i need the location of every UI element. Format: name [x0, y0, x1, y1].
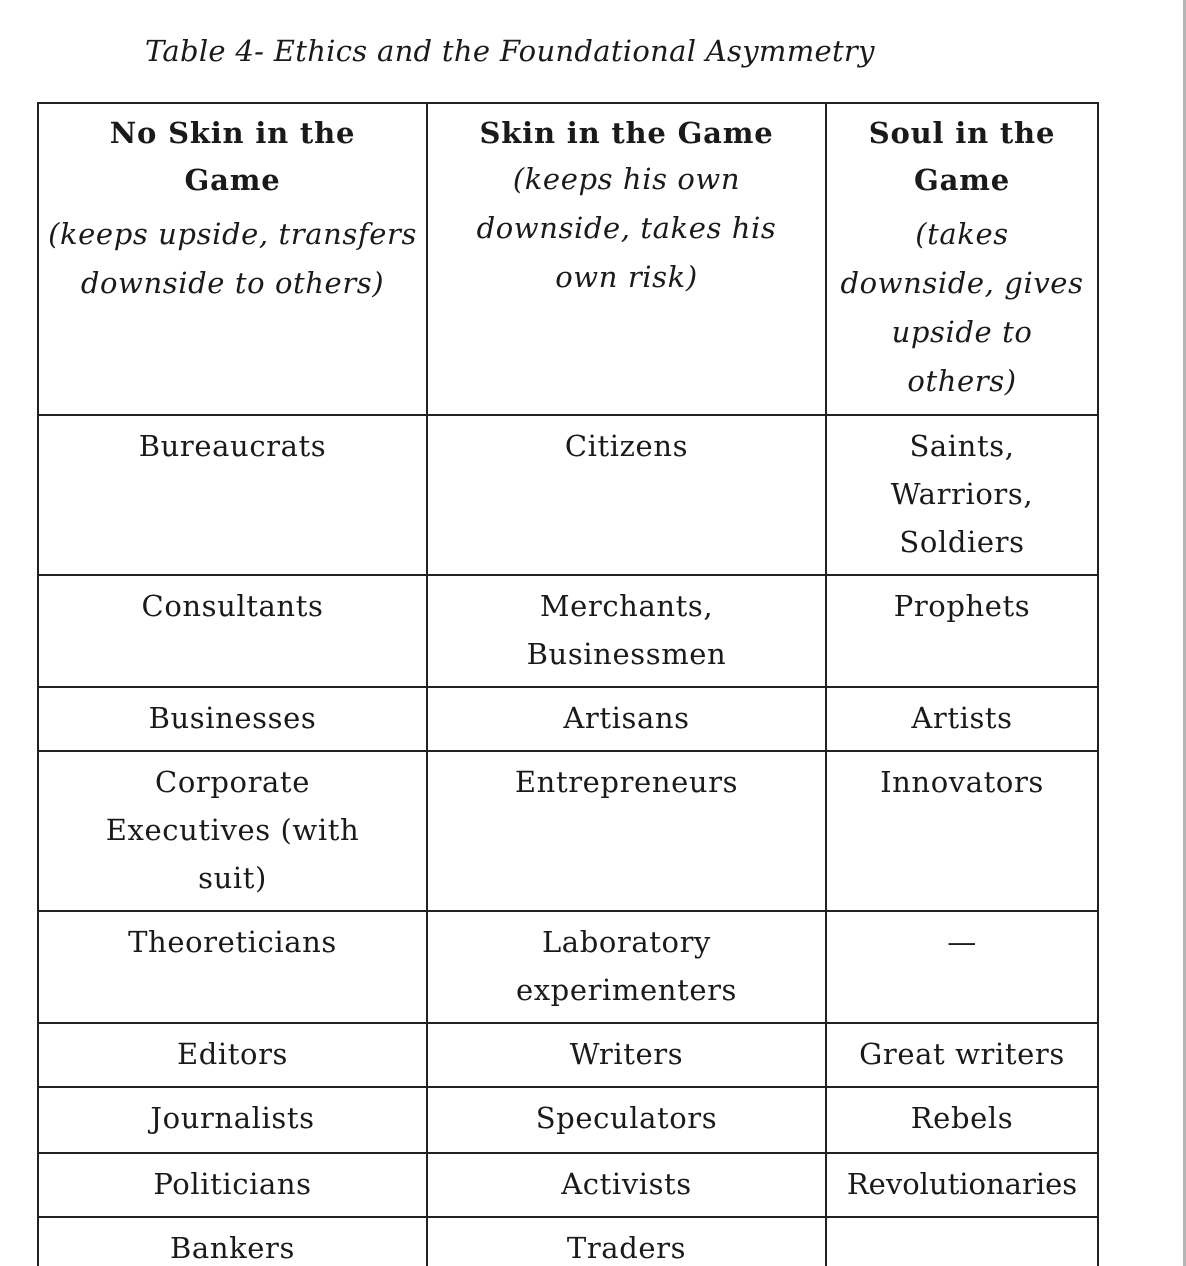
header-row: [38, 103, 1098, 415]
table-cell: [427, 1023, 826, 1087]
table-cell: [38, 911, 427, 1023]
table-row: [38, 1023, 1098, 1087]
cell-text: Artisans: [563, 701, 690, 735]
table-cell: [826, 911, 1098, 1023]
table-cell: [427, 687, 826, 751]
cell-text: Bankers: [170, 1231, 295, 1265]
table-cell: [427, 911, 826, 1023]
cell-text: Activists: [561, 1167, 692, 1201]
table-caption: Table 4- Ethics and the Foundational Asymmetry: [145, 34, 875, 68]
cell-text: Artists: [911, 701, 1013, 735]
cell-text: Journalists: [150, 1101, 315, 1135]
table-cell: [427, 1153, 826, 1217]
table-cell: [826, 751, 1098, 911]
cell-text: Laboratory experimenters: [515, 925, 738, 1007]
cell-text: Prophets: [893, 589, 1031, 623]
cell-text: Rebels: [910, 1101, 1014, 1135]
table-cell: [38, 1087, 427, 1153]
table-row: [38, 1087, 1098, 1153]
cell-text: Writers: [569, 1037, 684, 1071]
header-no-skin: [38, 103, 427, 415]
cell-text: Theoreticians: [128, 925, 337, 959]
header-no-skin-title: No Skin in the Game: [109, 116, 356, 197]
header-skin: [427, 103, 826, 415]
cell-text: Politicians: [153, 1167, 312, 1201]
table-cell: [826, 1087, 1098, 1153]
table-cell: [427, 1087, 826, 1153]
table-row: [38, 1153, 1098, 1217]
ethics-table: [37, 102, 1099, 1266]
table-cell: [826, 687, 1098, 751]
cell-text: —: [947, 925, 977, 959]
cell-text: Corporate Executives (with suit): [105, 765, 360, 895]
table-cell: [427, 751, 826, 911]
table-row: [38, 751, 1098, 911]
table-cell: [38, 1023, 427, 1087]
cell-text: Revolutionaries: [846, 1167, 1078, 1201]
table-cell: [38, 687, 427, 751]
header-soul-subtitle: (takes downside, gives upside to others): [840, 217, 1084, 398]
cell-text: Saints, Warriors, Soldiers: [890, 429, 1034, 559]
table-row: [38, 575, 1098, 687]
cell-text: Great writers: [859, 1037, 1065, 1071]
table-cell: [826, 1023, 1098, 1087]
table-cell: [826, 1153, 1098, 1217]
table-cell: [826, 415, 1098, 575]
table-cell: [427, 415, 826, 575]
cell-text: Traders: [566, 1231, 687, 1265]
table-row: [38, 911, 1098, 1023]
table-cell: [38, 751, 427, 911]
cell-text: Citizens: [564, 429, 689, 463]
table-cell: [38, 575, 427, 687]
table-cell: [38, 415, 427, 575]
cell-text: Bureaucrats: [138, 429, 327, 463]
table-cell: [826, 1217, 1098, 1266]
header-soul: [826, 103, 1098, 415]
table-row: [38, 415, 1098, 575]
cell-text: Editors: [176, 1037, 289, 1071]
table-cell: [427, 1217, 826, 1266]
cell-text: Consultants: [141, 589, 324, 623]
table-cell: [38, 1217, 427, 1266]
cell-text: Businesses: [148, 701, 317, 735]
table-row: [38, 687, 1098, 751]
header-soul-title: Soul in the Game: [868, 116, 1056, 197]
table-cell: [38, 1153, 427, 1217]
cell-text: Merchants, Businessmen: [526, 589, 727, 671]
table-cell: [427, 575, 826, 687]
table-cell: [826, 575, 1098, 687]
header-skin-subtitle: (keeps his own downside, takes his own risk): [476, 162, 777, 294]
header-no-skin-subtitle: (keeps upside, transfers downside to others): [48, 217, 417, 300]
header-skin-title: Skin in the Game: [479, 116, 774, 150]
cell-text: Innovators: [880, 765, 1044, 799]
cell-text: Entrepreneurs: [514, 765, 739, 799]
cell-text: Speculators: [535, 1101, 718, 1135]
table-row: [38, 1217, 1098, 1266]
